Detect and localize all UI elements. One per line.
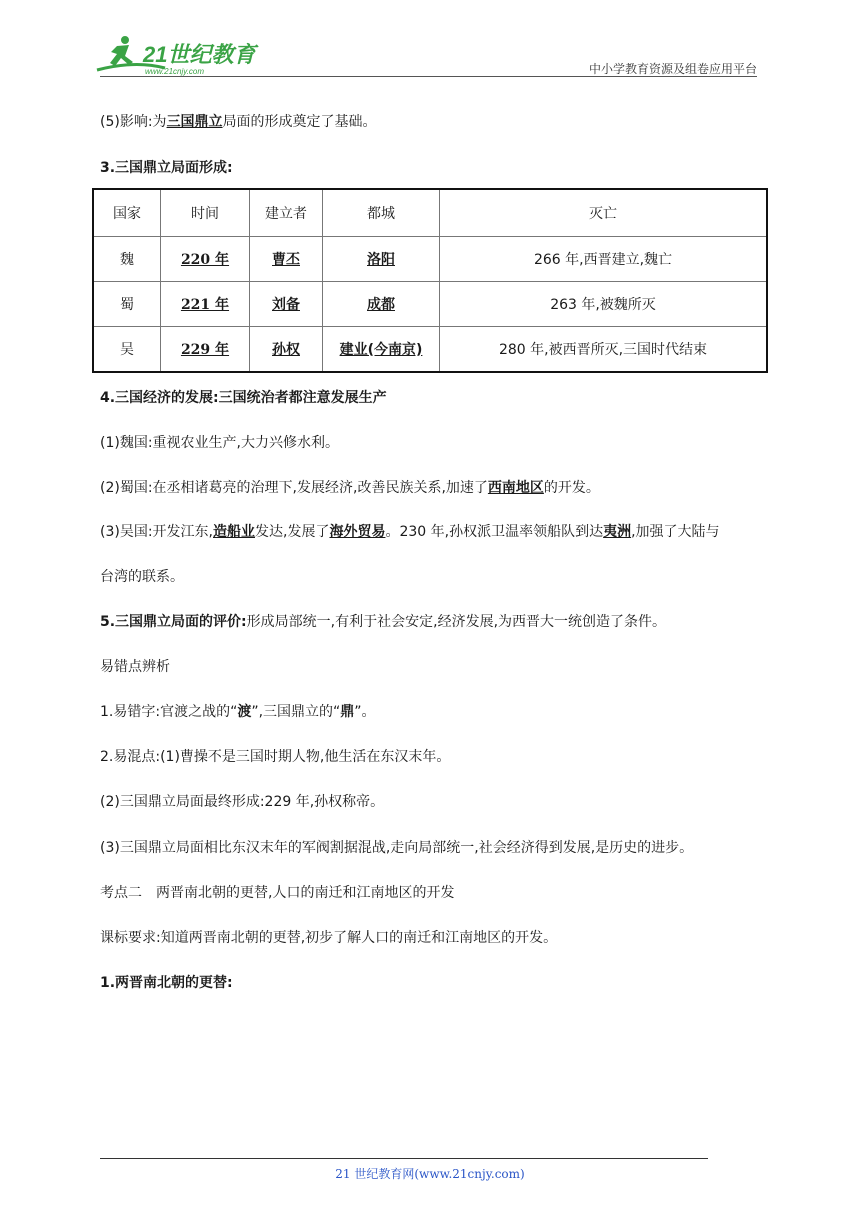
text-span: ”。 (354, 704, 376, 720)
keyword: 西南地区 (487, 480, 544, 496)
text-span: 发达,发展了 (255, 524, 330, 540)
wei-line: (1)魏国:重视农业生产,大力兴修水利。 (100, 435, 339, 451)
table-header: 国家 (93, 189, 161, 237)
table-header: 灭亡 (440, 189, 768, 237)
wu-line (100, 522, 720, 542)
table-header-row (93, 189, 767, 237)
section-3-title: 3.三国鼎立局面形成: (100, 160, 233, 176)
table-cell: 吴 (93, 327, 161, 373)
table-cell: 成都 (323, 282, 440, 327)
table-header: 都城 (323, 189, 440, 237)
text-span: (2)蜀国:在丞相诸葛亮的治理下,发展经济,改善民族关系,加速了 (100, 480, 488, 496)
table-cell: 蜀 (93, 282, 161, 327)
svg-text:21世纪教育: 21世纪教育 (143, 42, 256, 67)
table-header: 时间 (161, 189, 250, 237)
table-cell: 220 年 (161, 237, 250, 282)
table-row (93, 327, 767, 373)
table-row (93, 237, 767, 282)
text-span: (5)影响:为 (100, 114, 167, 130)
section-4-title: 4.三国经济的发展:三国统治者都注意发展生产 (100, 390, 387, 406)
text-span: 。230 年,孙权派卫温率领船队到达 (385, 524, 604, 540)
header-divider (100, 76, 757, 77)
section-5-title: 5.三国鼎立局面的评价: (100, 614, 247, 630)
platform-slogan: 中小学教育资源及组卷应用平台 (588, 62, 757, 76)
text-span: ”,三国鼎立的“ (251, 704, 341, 720)
text-span: 1.易错字:官渡之战的“ (100, 704, 238, 720)
keyword: 造船业 (213, 524, 255, 540)
table-row (93, 282, 767, 327)
kaodian-title: 考点二 两晋南北朝的更替,人口的南迁和江南地区的开发 (100, 885, 455, 901)
logo (95, 32, 265, 76)
table-cell: 刘备 (250, 282, 323, 327)
table-cell: 孙权 (250, 327, 323, 373)
table-cell: 221 年 (161, 282, 250, 327)
text-span: 的开发。 (543, 480, 600, 496)
text-span: (3)吴国:开发江东, (100, 524, 213, 540)
error-1 (100, 702, 376, 722)
section-5-line (100, 612, 666, 632)
table-cell: 建业(今南京) (323, 327, 440, 373)
text-span: ,加强了大陆与 (631, 524, 720, 540)
text-span: 形成局部统一,有利于社会安定,经济发展,为西晋大一统创造了条件。 (246, 614, 667, 630)
svg-text:www.21cnjy.com: www.21cnjy.com (145, 67, 204, 76)
table-cell: 洛阳 (323, 237, 440, 282)
subsection-title: 1.两晋南北朝的更替: (100, 975, 233, 991)
runner-logo-icon (95, 32, 265, 76)
error-4: (3)三国鼎立局面相比东汉末年的军阀割据混战,走向局部统一,社会经济得到发展,是历史的进步。 (100, 840, 694, 856)
keyword: 鼎 (340, 704, 355, 720)
keyword: 渡 (237, 704, 252, 720)
three-kingdoms-table (92, 188, 768, 373)
text-span: 局面的形成奠定了基础。 (222, 114, 377, 130)
table-header: 建立者 (250, 189, 323, 237)
keyword: 夷洲 (603, 524, 632, 540)
error-3: (2)三国鼎立局面最终形成:229 年,孙权称帝。 (100, 794, 385, 810)
table-cell: 魏 (93, 237, 161, 282)
influence-line (100, 112, 377, 132)
table-cell: 229 年 (161, 327, 250, 373)
table-cell: 263 年,被魏所灭 (440, 282, 768, 327)
error-2: 2.易混点:(1)曹操不是三国时期人物,他生活在东汉末年。 (100, 749, 451, 765)
page-header (95, 30, 757, 78)
keyword: 三国鼎立 (166, 114, 223, 130)
keyword: 海外贸易 (329, 524, 386, 540)
footer-link[interactable]: 21 世纪教育网(www.21cnjy.com) (335, 1167, 525, 1181)
table-cell: 280 年,被西晋所灭,三国时代结束 (440, 327, 768, 373)
errors-heading: 易错点辨析 (100, 659, 170, 675)
table-cell: 曹丕 (250, 237, 323, 282)
curriculum-requirement: 课标要求:知道两晋南北朝的更替,初步了解人口的南迁和江南地区的开发。 (100, 930, 558, 946)
shu-line (100, 478, 600, 498)
footer-divider (100, 1158, 708, 1159)
wu-line-continued: 台湾的联系。 (100, 569, 184, 585)
table-cell: 266 年,西晋建立,魏亡 (440, 237, 768, 282)
